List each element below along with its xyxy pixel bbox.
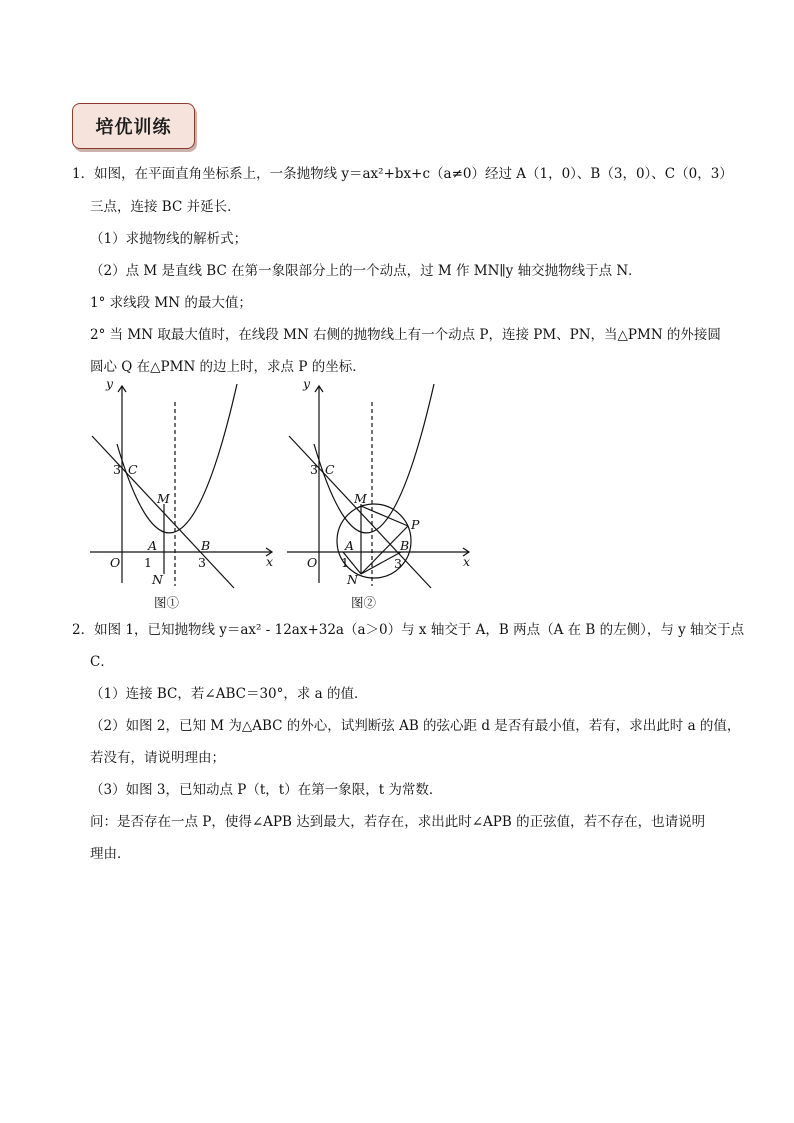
fig1-point-a: A (148, 538, 158, 553)
fig1-origin-label: O (110, 555, 121, 570)
figure-2 (281, 378, 481, 613)
q1-line1: 1．如图，在平面直角坐标系上，一条抛物线 y＝ax²+bx+c（a≠0）经过 A（1，0）、B（3，0）、C（0，3） (72, 166, 733, 182)
fig1-x-label: x (266, 554, 274, 569)
q2-ask-line2: 理由． (90, 846, 131, 862)
fig1-caption: 图① (154, 595, 180, 610)
fig2-point-m: M (354, 491, 367, 506)
fig2-y-label: y (303, 378, 311, 391)
fig2-origin-label: O (307, 555, 318, 570)
q1-sub1: 1° 求线段 MN 的最大值； (90, 295, 252, 311)
fig2-point-n: N (347, 572, 358, 587)
fig1-point-m: M (157, 491, 170, 506)
fig2-caption: 图② (351, 595, 377, 610)
q1-part2: （2）点 M 是直线 BC 在第一象限部分上的一个动点，过 M 作 MN∥y 轴交抛物线于点 N． (90, 263, 642, 279)
fig1-point-n: N (152, 572, 163, 587)
q1-sub2-line2: 圆心 Q 在△PMN 的边上时，求点 P 的坐标． (90, 359, 366, 375)
parabola (117, 384, 237, 533)
fig1-y3-label: 3 (113, 462, 121, 477)
fig2-point-c: C (325, 462, 335, 477)
section-title: 培优训练 (95, 117, 172, 138)
q2-part3: （3）如图 3，已知动点 P（t，t）在第一象限，t 为常数． (90, 782, 443, 798)
fig2-x1-label: 1 (341, 555, 349, 570)
q2-part1: （1）连接 BC，若∠ABC＝30°，求 a 的值． (90, 686, 368, 702)
fig2-y3-label: 3 (310, 462, 318, 477)
q1-sub2-line1: 2° 当 MN 取最大值时，在线段 MN 右侧的抛物线上有一个动点 P，连接 PM、PN，当△PMN 的外接圆 (90, 327, 721, 343)
fig1-x1-label: 1 (144, 555, 152, 570)
fig1-point-c: C (128, 462, 138, 477)
q2-ask-line1: 问：是否存在一点 P，使得∠APB 达到最大，若存在，求出此时∠APB 的正弦值，若不存在，也请说明 (90, 814, 706, 830)
fig2-x3-label: 3 (394, 556, 402, 571)
fig2-point-b: B (400, 538, 410, 553)
q1-line2: 三点，连接 BC 并延长． (90, 199, 241, 215)
fig2-point-a: A (345, 538, 355, 553)
q2-line2: C． (90, 654, 114, 670)
fig2-x-label: x (463, 554, 471, 569)
fig1-point-b: B (201, 538, 211, 553)
q1-part1: （1）求抛物线的解析式； (90, 231, 248, 247)
fig2-point-p: P (411, 517, 420, 532)
figure-1 (84, 378, 284, 613)
parabola (314, 384, 434, 533)
fig1-x3-label: 3 (198, 555, 206, 570)
q2-line1: 2．如图 1，已知抛物线 y＝ax² - 12ax+32a（a＞0）与 x 轴交于 A，B 两点（A 在 B 的左侧），与 y 轴交于点 (72, 622, 745, 638)
section-title-badge (72, 103, 195, 149)
q2-part2-line2: 若没有，请说明理由； (90, 750, 225, 766)
fig1-y-label: y (106, 378, 114, 391)
q2-part2-line1: （2）如图 2，已知 M 为△ABC 的外心，试判断弦 AB 的弦心距 d 是否有最小值，若有，求出此时 a 的值， (90, 718, 741, 734)
